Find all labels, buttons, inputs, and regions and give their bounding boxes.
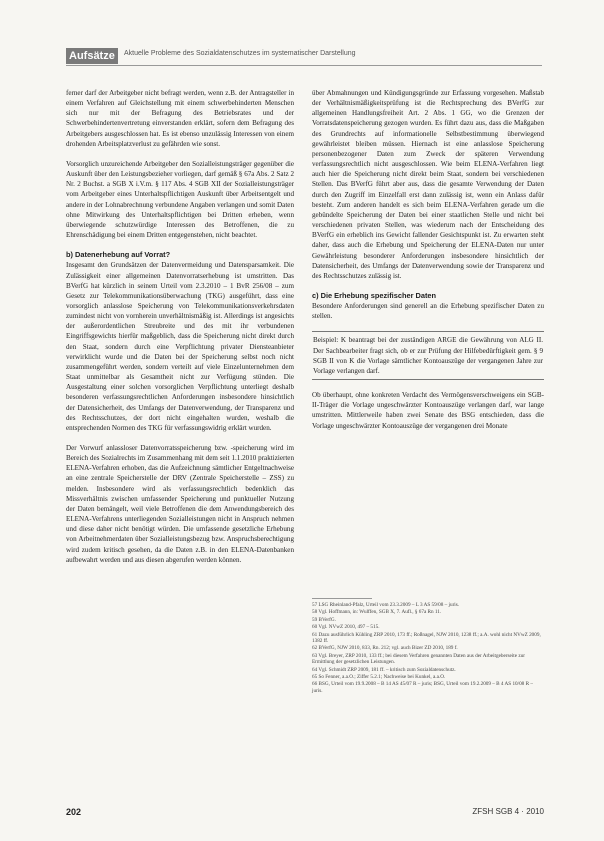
example-text: Beispiel: K beantragt bei der zuständigen ARGE die Gewährung von ALG II. Der Sachbearbeiter fragt sich, ob er zur Prüfung der Hilfebedürftigkeit gem. § 9 SGB II von K die Vorlage sämtlicher Kontoauszüge der vergangenen Jahre zur Vorlage verlangen darf.	[313, 336, 543, 375]
paragraph: Insgesamt den Grundsätzen der Datenvermeidung und Datensparsamkeit. Die Zulässigkeit einer allgemeinen Datenvorratserhebung ist umstritten. Das BVerfG hat kürzlich in seinem Urteil vom 2.3.2010 – 1 BvR 256/08 – zum Gesetz zur Telekommunikationsüberwachung (TKG) ausgeführt, dass eine vorsorglich anlasslose Speicherung von Telekommunikationsverkehrsdaten zumindest nicht von vornherein unverhältnismäßig ist. Allerdings ist angesichts der außerordentlichen Streubreite und des mit ihr verbundenen Eingriffsgewichts hierfür maßgeblich, dass die Speicherung nicht direkt durch den Staat, sondern durch eine Verpflichtung privater Diensteanbieter verwirklicht wurde und die Daten bei der Speicherung selbst noch nicht zusammengeführt werden, sondern verteilt auf viele Einzelunternehmen dem Staat unmittelbar als Gesamtheit nicht zur Verfügung stünden. Die Ausgestaltung einer solchen vorsorglichen Verpflichtung unterliegt deshalb besonderen verfassungsrechtlichen Anforderungen insbesondere hinsichtlich der Datensicherheit, des Umfangs der Datenverwendung, der Transparenz und des Rechtsschutzes, der dort nicht eingehalten wurden, weshalb die entsprechenden Normen des TKG für verfassungswidrig erklärt wurden.	[66, 261, 294, 432]
footnote: 63 Vgl. Breyer, ZRP 2010, 133 ff.; bei diesem Verfahren genannten Daten aus der Arbeitgeberseite zur Ermittlung der gesetzlichen Leistungen.	[312, 652, 525, 666]
footnote: 62 BVerfG, NJW 2010, 833, Rn. 212; vgl. auch Bizer ZD 2010, 189 f.	[312, 645, 458, 652]
footnote: 66 BSG, Urteil vom 19.9.2008 – B 14 AS 45/07 R – juris; BSG, Urteil vom 19.2.2009 – B 4 AS 10/08 R – juris.	[312, 681, 533, 694]
paragraph: Ob überhaupt, ohne konkreten Verdacht des Vermögensverschweigens ein SGB-II-Träger die Vorlage ungeschwärzter Kontoauszüge verlangen darf, war lange umstritten. Mittlerweile haben zwei Senate des BSG entschieden, dass die Vorlage ungeschwärzter Kontoauszüge der vergangenen drei Monate	[312, 391, 544, 430]
footnote: 58 Vgl. Hoffmann, in: Wulffen, SGB X, 7. Aufl., § 67a Rn 11.	[312, 609, 442, 616]
right-column	[312, 88, 544, 592]
footnote: 64 Vgl. Schmidt ZRP 2009, 181 ff. – kritisch zum Sozialdatenschutz.	[312, 666, 456, 673]
footnote-rule	[312, 598, 372, 599]
journal-reference: ZFSH SGB 4 · 2010	[472, 807, 544, 816]
footnote: 60 Vgl. NVwZ 2010, 497 – 515.	[312, 624, 380, 631]
paragraph: Der Vorwurf anlassloser Datenvorratsspeicherung bzw. -speicherung wird im Bereich des Sozialrechts im Zusammenhang mit dem seit 1.1.2010 praktizierten ELENA-Verfahren erhoben, das die Aufzeichnung sämtlicher Entgeltnachweise an eine zentrale Speicherstelle der DRV (Zentrale Speicherstelle – ZSS) zu melden. Insbesondere wird als verfassungsrechtlich bedenklich das Missverhältnis zwischen umfassender Speicherung und punktueller Nutzung der Daten bemängelt, weil viele Betroffenen die dem Anwendungsbereich des ELENA-Verfahrens unterliegenden Sozialleistungen nicht in Anspruch nehmen und diese daher nicht benötigt würden. Die umfassende gesetzliche Erhebung von Arbeitnehmerdaten über Sozialleistungsbezug bzw. Anspruchsberechtigung wird zudem kritisch gesehen, da die Daten z.B. in den ELENA-Datenbanken aufbewahrt werden und aus diesen abgerufen werden können.	[66, 444, 294, 564]
paragraph: Besondere Anforderungen sind generell an die Erhebung spezifischer Daten zu stellen.	[312, 302, 544, 321]
running-title: Aktuelle Probleme des Sozialdatenschutzes im systematischer Darstellung	[124, 50, 356, 57]
footnote: 65 So Fenner, a.a.O.; Ziffer 5.2.1; Nachweise bei Kunkel, a.a.O.	[312, 674, 446, 681]
paragraph: über Abmahnungen und Kündigungsgründe zur Erfassung vorgesehen. Maßstab der Verhältnismäßigkeitsprüfung ist die Rechtsprechung des BVerfG zur allgemeinen Handlungsfreiheit Art. 2 Abs. 1 GG, wo die Grenzen der Vorratsdatenspeicherung gezogen wurden. Es führt dazu aus, dass die Maßgaben des Grundrechts auf informationelle Selbstbestimmung überwiegend gewährleistet bleiben müssen. Hiernach ist eine anlasslose Speicherung personenbezogener Daten zum Zweck der späteren Verwendung verfassungsrechtlich nicht ausgeschlossen. Wie beim ELENA-Verfahren liegt auch hier die Speicherung nicht direkt beim Staat, sondern bei verschiedenen Stellen. Das BVerfG führt aber aus, dass die gesamte Verwendung der Daten durch den Zugriff im Einzelfall erst dann zulässig ist, wenn ein Anlass dafür besteht. Zum anderen handelt es sich beim ELENA-Verfahren gerade um die gebündelte Speicherung der Daten bei einer staatlichen Stelle und nicht bei verschiedenen privaten Stellen, was wiederum nach der Entscheidung des BVerfG ein erheblich ins Gewicht fallender Gesichtspunkt ist. Zu erwarten steht daher, dass auch die Erhebung und Speicherung der ELENA-Daten nur unter Gewährleistung besonderer Anforderungen insbesondere hinsichtlich der Datensicherheit, des Umfangs der Datenverwendung sowie der Transparenz und des Rechtsschutzes zulässig ist.	[312, 89, 544, 280]
paragraph: Vorsorglich unzureichende Arbeitgeber den Sozialleistungsträger gegenüber die Auskunft über den Leistungsbezieher vorliegen, darf gemäß § 67a Abs. 2 Satz 2 Nr. 2 Buchst. a SGB X i.V.m. § 117 Abs. 4 SGB XII der Sozialleistungsträger vom Arbeitgeber eines Unterhaltspflichtigen Auskunft über Arbeitsentgelt und andere in der Lohnabrechnung verbundene Angaben verlangen und somit Daten ohne Mitwirkung des Unterhaltspflichtigen bei Dritten erheben, wenn überwiegende schutzwürdige Interessen des Betroffenen, die zu Ehrenschädigung bei einem Dritten entgegenstehen, nicht beachtet.	[66, 159, 294, 240]
paragraph: ferner darf der Arbeitgeber nicht befragt werden, wenn z.B. der Antragsteller in einem Verfahren auf Gleichstellung mit einem schwerbehinderten Menschen sich nur mit der Befragung des Betriebsrates und der Schwerbehindertenvertretung einverstanden erklärt, sofern dem Befragung des Arbeitgebers ausgeschlossen hat. Es ist ebenso unzulässig Interessen von einem drohenden Arbeitsplatzverlust zu gefährden wie sonst.	[66, 89, 294, 148]
section-heading: c) Die Erhebung spezifischer Daten	[312, 290, 437, 300]
left-column	[66, 88, 294, 804]
example-box	[312, 331, 544, 380]
section-heading: b) Datenerhebung auf Vorrat?	[66, 250, 171, 260]
header-rule	[66, 65, 542, 66]
footnotes	[312, 598, 544, 695]
footnote: 61 Dazu ausführlich Kühling ZRP 2010, 173 ff.; Roßnagel, NJW 2010, 1238 ff.; a.A. wohl nicht NVwZ 2009, 1382 ff.	[312, 631, 541, 645]
page-number: 202	[66, 807, 82, 817]
section-label: Aufsätze	[66, 48, 118, 64]
page-header	[66, 46, 542, 66]
footnote: 59 BVerfG.	[312, 616, 336, 623]
footnote: 57 LSG Rheinland-Pfalz, Urteil vom 23.3.2009 – L 3 AS 59/08 – juris.	[312, 602, 460, 608]
